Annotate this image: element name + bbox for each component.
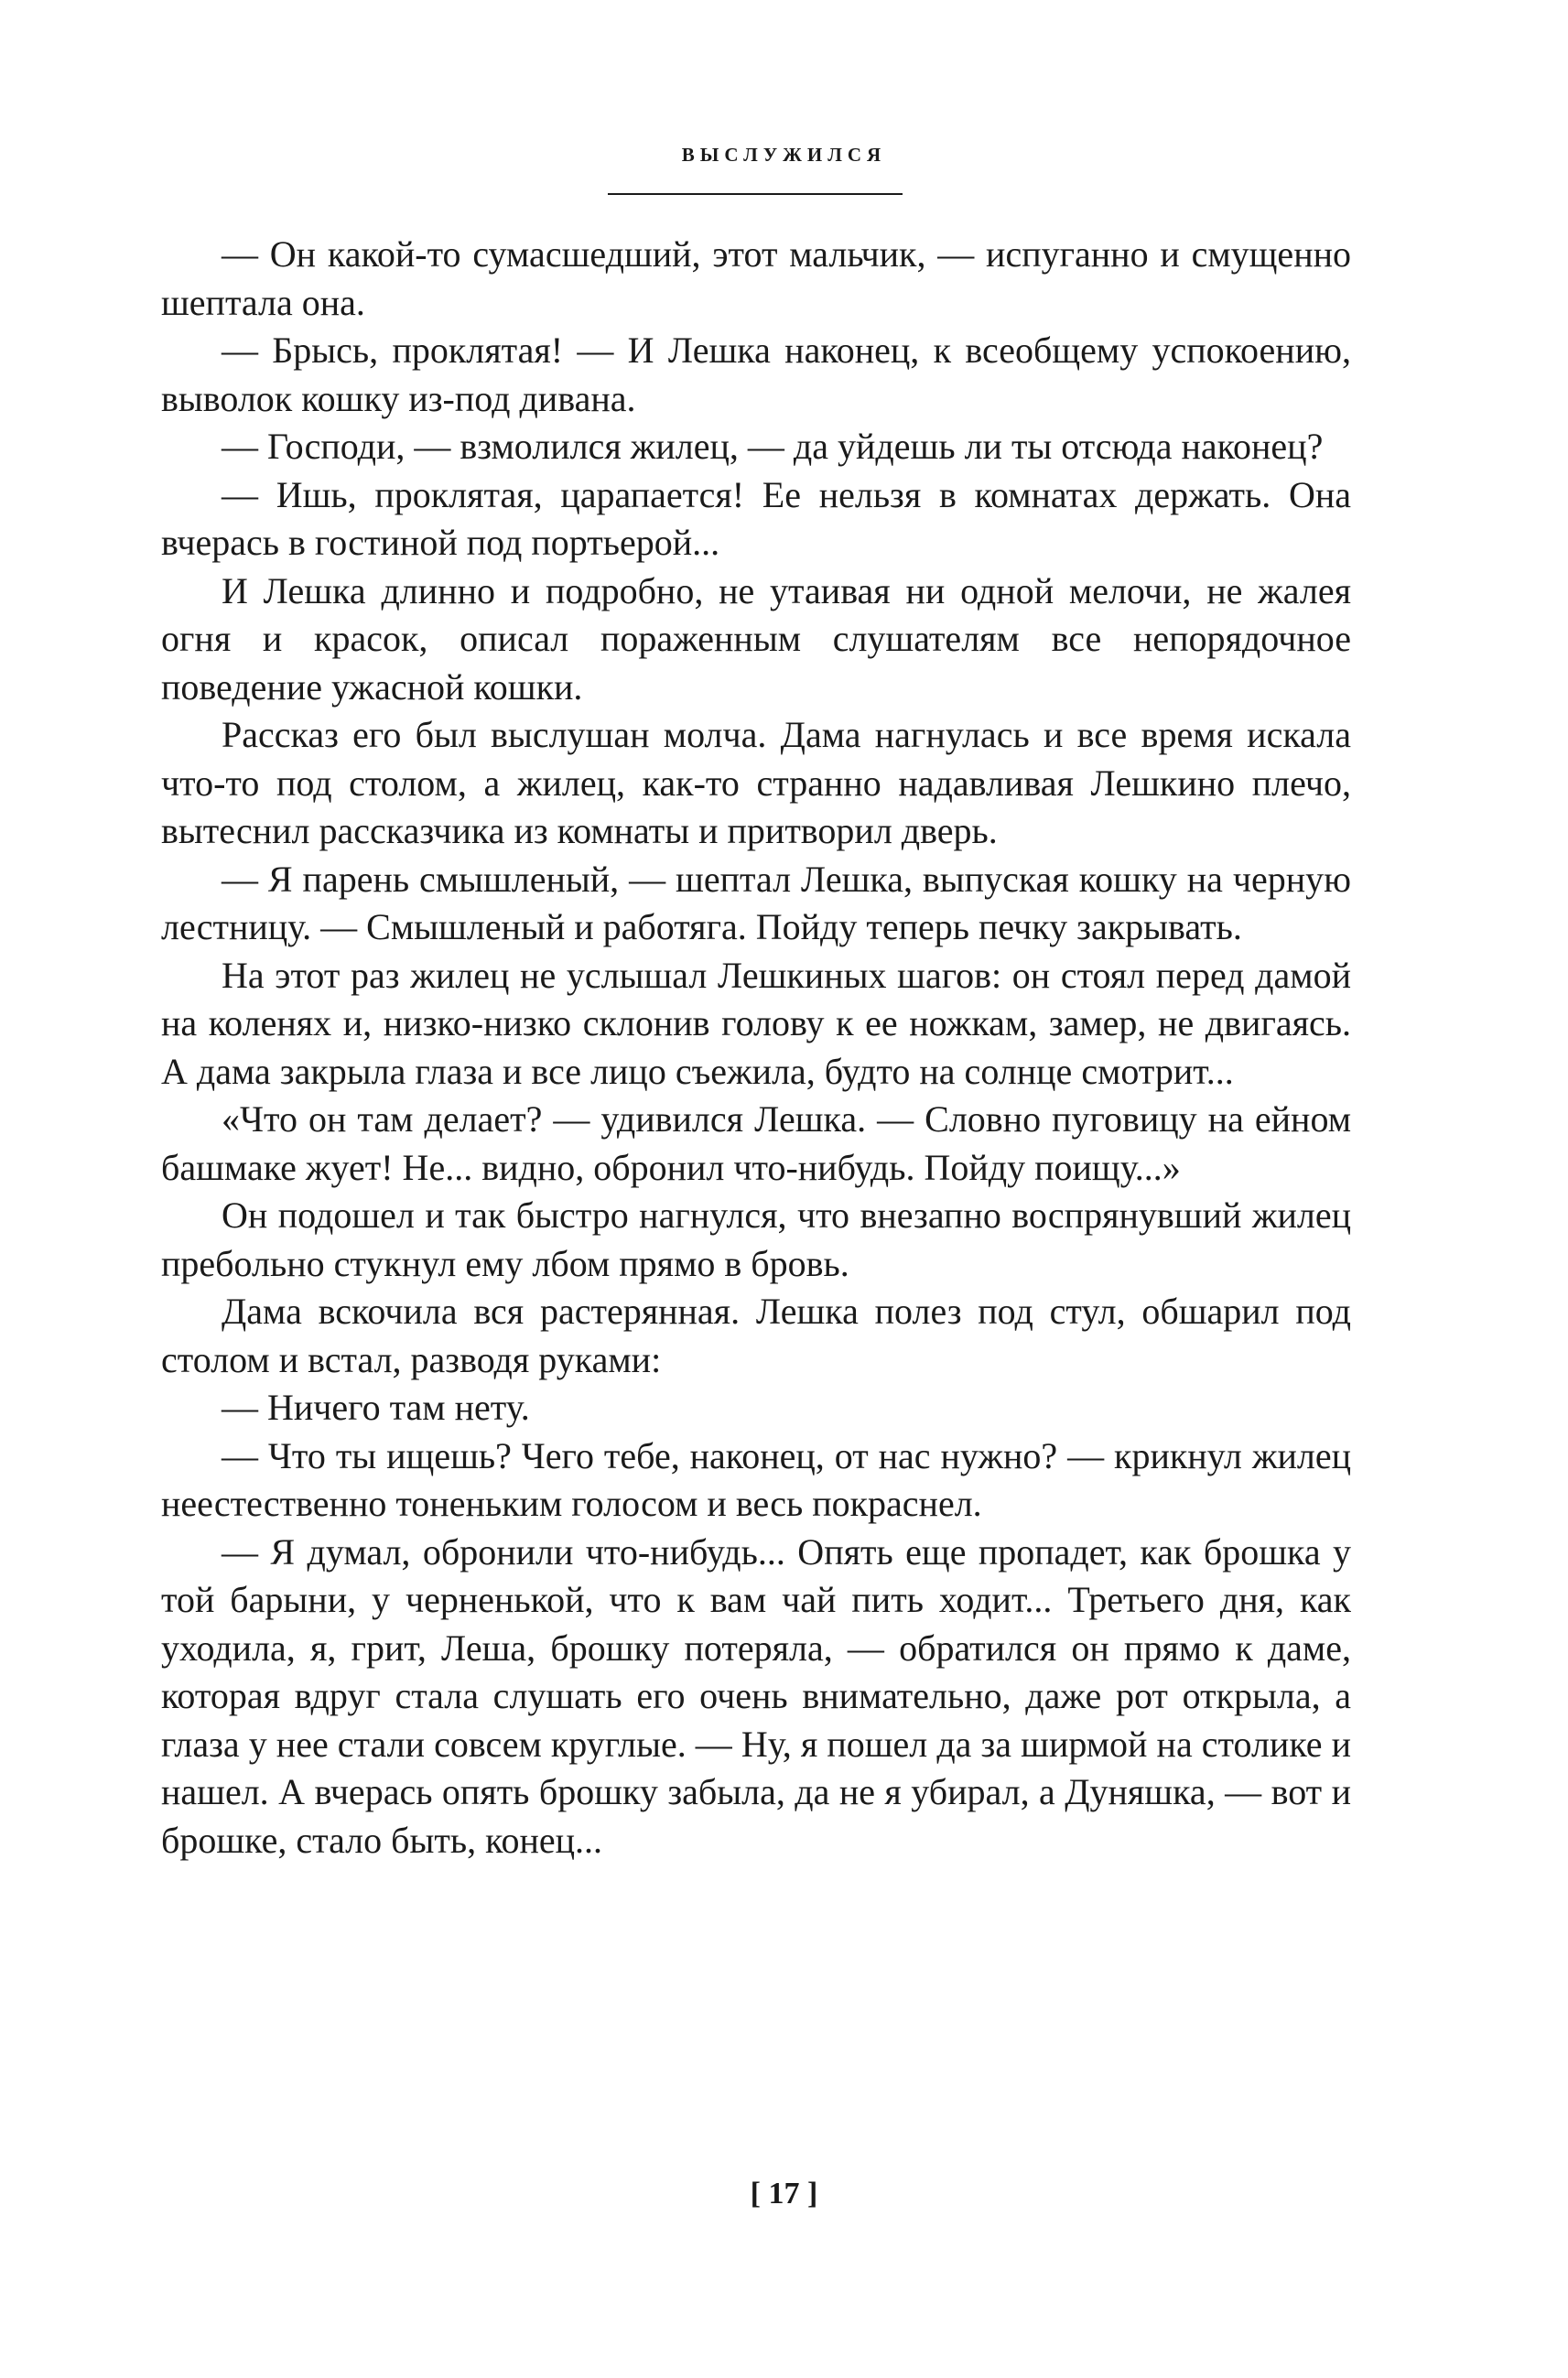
page-number: [ 17 ] bbox=[750, 2177, 818, 2210]
body-text bbox=[161, 231, 1351, 1865]
paragraph: «Что он там делает? — удивился Лешка. — Словно пуговицу на ейном башмаке жует! Не... видно, обронил что-нибудь. Пойду поищу...» bbox=[161, 1098, 1351, 1188]
paragraph: Он подошел и так быстро нагнулся, что внезапно воспрянувший жилец пребольно стукнул ему лбом прямо в бровь. bbox=[161, 1194, 1351, 1284]
paragraph: На этот раз жилец не услышал Лешкиных шагов: он стоял перед дамой на коленях и, низко-низко склонив голову к ее ножкам, замер, не двигаясь. А дама закрыла глаза и все лицо съежила, будто на солнце смотрит... bbox=[161, 954, 1351, 1092]
running-head: выслужился bbox=[681, 137, 887, 168]
paragraph: — Он какой-то сумасшедший, этот мальчик, — испуганно и смущенно шептала она. bbox=[161, 233, 1351, 323]
paragraph: — Ничего там нету. bbox=[222, 1387, 530, 1428]
header-rule bbox=[608, 193, 903, 195]
paragraph: И Лешка длинно и подробно, не утаивая ни одной мелочи, не жалея огня и красок, описал пораженным слушателям все непорядочное поведение ужасной кошки. bbox=[161, 569, 1351, 708]
paragraph: Дама вскочила вся растерянная. Лешка полез под стул, обшарил под столом и встал, разводя руками: bbox=[161, 1291, 1351, 1380]
paragraph: — Брысь, проклятая! — И Лешка наконец, к всеобщему успокоению, выволок кошку из-под дивана. bbox=[161, 330, 1351, 419]
paragraph: — Господи, — взмолился жилец, — да уйдешь ли ты отсюда наконец? bbox=[222, 426, 1324, 467]
paragraph: Рассказ его был выслушан молча. Дама нагнулась и все время искала что-то под столом, а жилец, как-то странно надавливая Лешкино плечо, вытеснил рассказчика из комнаты и притворил дверь. bbox=[161, 714, 1351, 851]
paragraph: — Я думал, обронили что-нибудь... Опять еще пропадет, как брошка у той барыни, у черненькой, что к вам чай пить ходит... Третьего дня, как уходила, я, грит, Леша, брошку потеряла, — обратился он прямо к даме, которая вдруг стала слушать его очень внимательно, даже рот открыла, а глаза у нее стали совсем круглые. — Ну, я пошел да за ширмой на столике и нашел. А вчерась опять брошку забыла, да не я убирал, а Дуняшка, — вот и брошке, стало быть, конец... bbox=[161, 1530, 1351, 1861]
paragraph: — Ишь, проклятая, царапается! Ее нельзя в комнатах держать. Она вчерась в гостиной под портьерой... bbox=[161, 473, 1351, 563]
paragraph: — Что ты ищешь? Чего тебе, наконец, от нас нужно? — крикнул жилец неестественно тоненьким голосом и весь покраснел. bbox=[161, 1434, 1351, 1524]
paragraph: — Я парень смышленый, — шептал Лешка, выпуская кошку на черную лестницу. — Смышленый и работяга. Пойду теперь печку закрывать. bbox=[161, 858, 1351, 947]
